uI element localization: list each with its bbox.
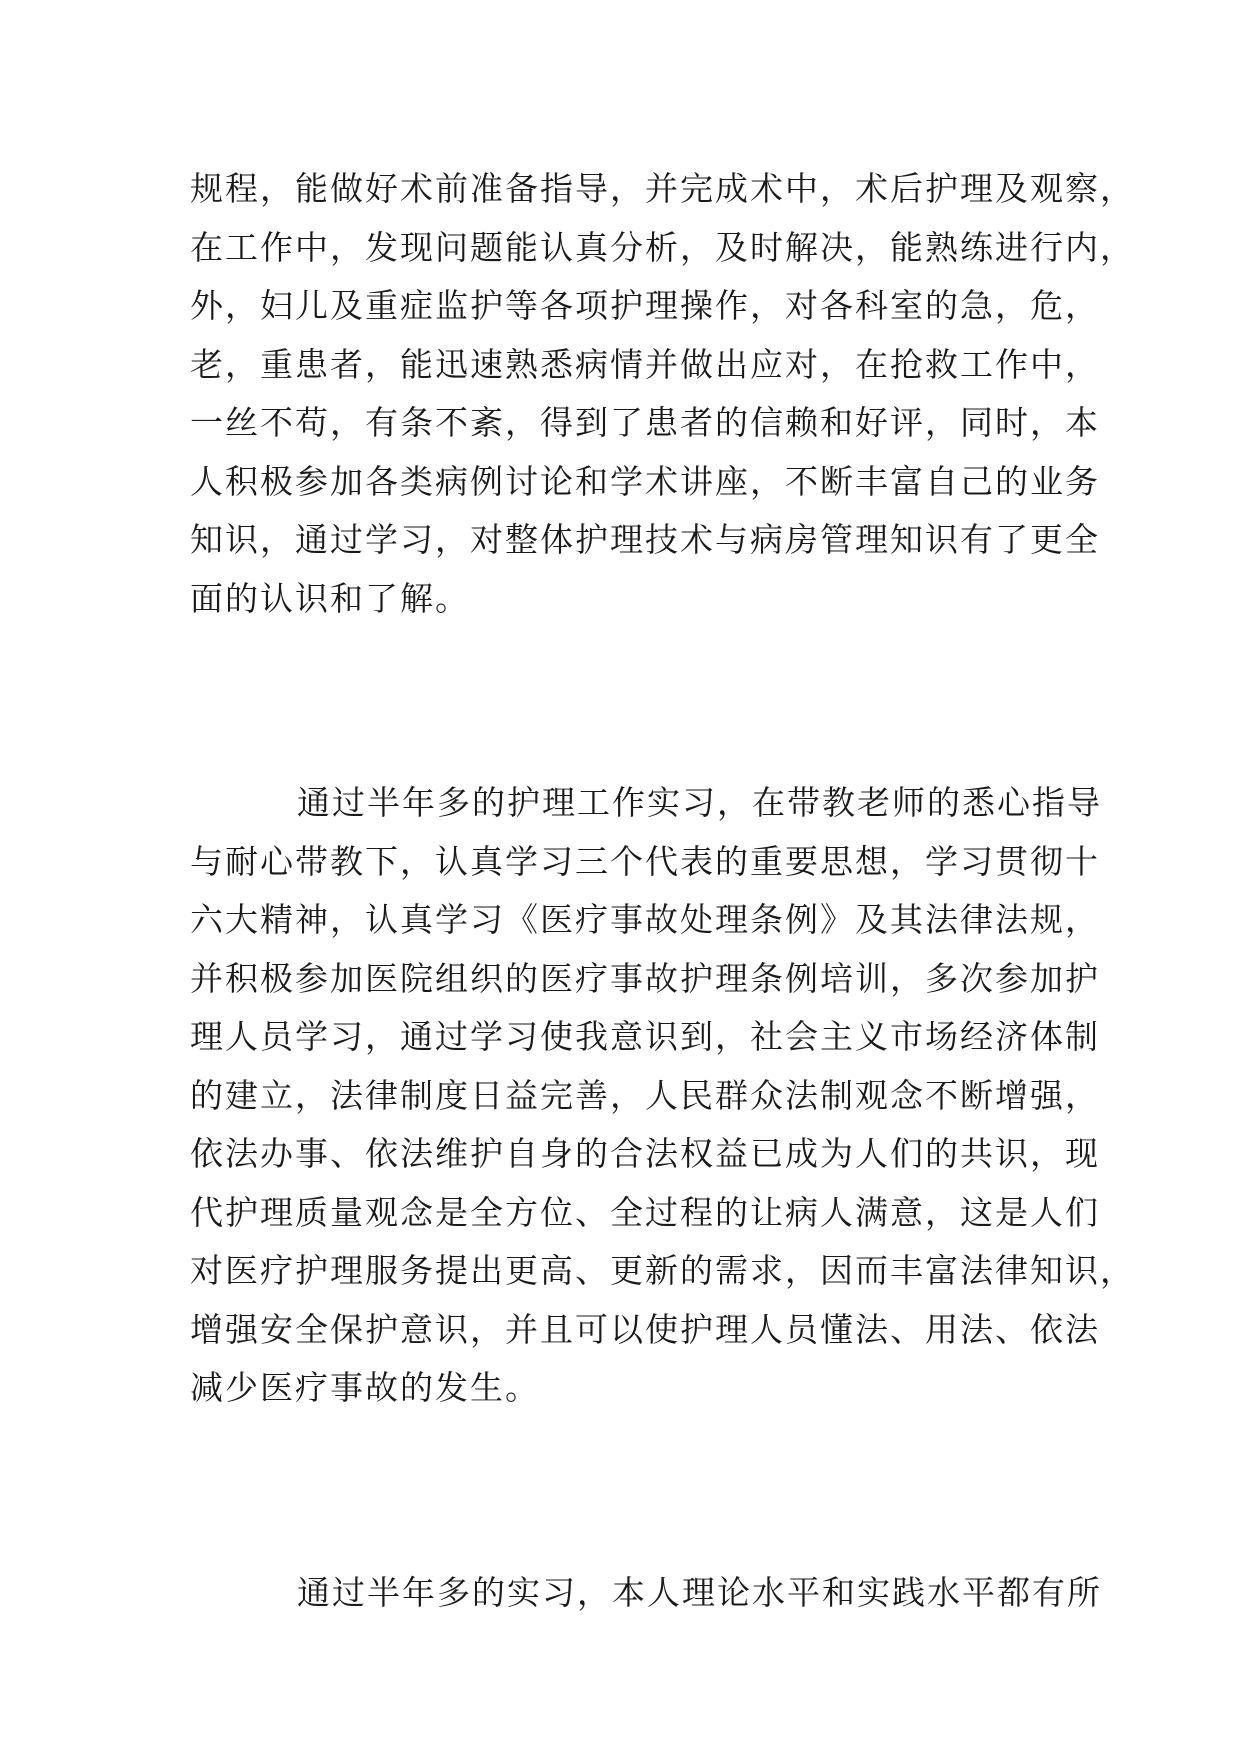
text-line: 增强安全保护意识，并且可以使护理人员懂法、用法、依法 bbox=[190, 1309, 1100, 1349]
text-line: 理人员学习，通过学习使我意识到，社会主义市场经济体制 bbox=[190, 1017, 1100, 1056]
text-line: 与耐心带教下，认真学习三个代表的重要思想，学习贯彻十 bbox=[190, 841, 1100, 881]
paragraph-spacer bbox=[190, 628, 1065, 774]
text-line: 面的认识和了解。 bbox=[190, 578, 470, 618]
text-line: 对医疗护理服务提出更高、更新的需求，因而丰富法律知识， bbox=[190, 1251, 1135, 1290]
paragraph-1 bbox=[190, 160, 1135, 628]
text-line: 在工作中，发现问题能认真分析，及时解决，能熟练进行内， bbox=[190, 227, 1135, 267]
text-line: 通过半年多的护理工作实习，在带教老师的悉心指导 bbox=[297, 783, 1102, 822]
paragraph-2 bbox=[190, 774, 1135, 1418]
document-body bbox=[190, 160, 1135, 1622]
text-line: 人积极参加各类病例讨论和学术讲座，不断丰富自己的业务 bbox=[190, 461, 1100, 501]
text-line: 一丝不苟，有条不紊，得到了患者的信赖和好评，同时，本 bbox=[190, 403, 1100, 442]
text-line: 规程，能做好术前准备指导，并完成术中，术后护理及观察， bbox=[190, 169, 1135, 208]
text-line: 通过半年多的实习，本人理论水平和实践水平都有所 bbox=[297, 1572, 1102, 1612]
text-line: 依法办事、依法维护自身的合法权益已成为人们的共识，现 bbox=[190, 1134, 1100, 1173]
paragraph-3 bbox=[190, 1564, 1102, 1623]
text-line: 减少医疗事故的发生。 bbox=[190, 1368, 540, 1407]
text-line: 外，妇儿及重症监护等各项护理操作，对各科室的急，危， bbox=[190, 286, 1100, 325]
text-line: 的建立，法律制度日益完善，人民群众法制观念不断增强， bbox=[190, 1075, 1100, 1115]
text-line: 知识，通过学习，对整体护理技术与病房管理知识有了更全 bbox=[190, 520, 1100, 559]
text-line: 老，重患者，能迅速熟悉病情并做出应对，在抢救工作中， bbox=[190, 344, 1100, 384]
paragraph-spacer bbox=[190, 1418, 1065, 1564]
text-line: 代护理质量观念是全方位、全过程的让病人满意，这是人们 bbox=[190, 1192, 1100, 1232]
text-line: 并积极参加医院组织的医疗事故护理条例培训，多次参加护 bbox=[190, 958, 1100, 998]
text-line: 六大精神，认真学习《医疗事故处理条例》及其法律法规， bbox=[190, 900, 1100, 939]
